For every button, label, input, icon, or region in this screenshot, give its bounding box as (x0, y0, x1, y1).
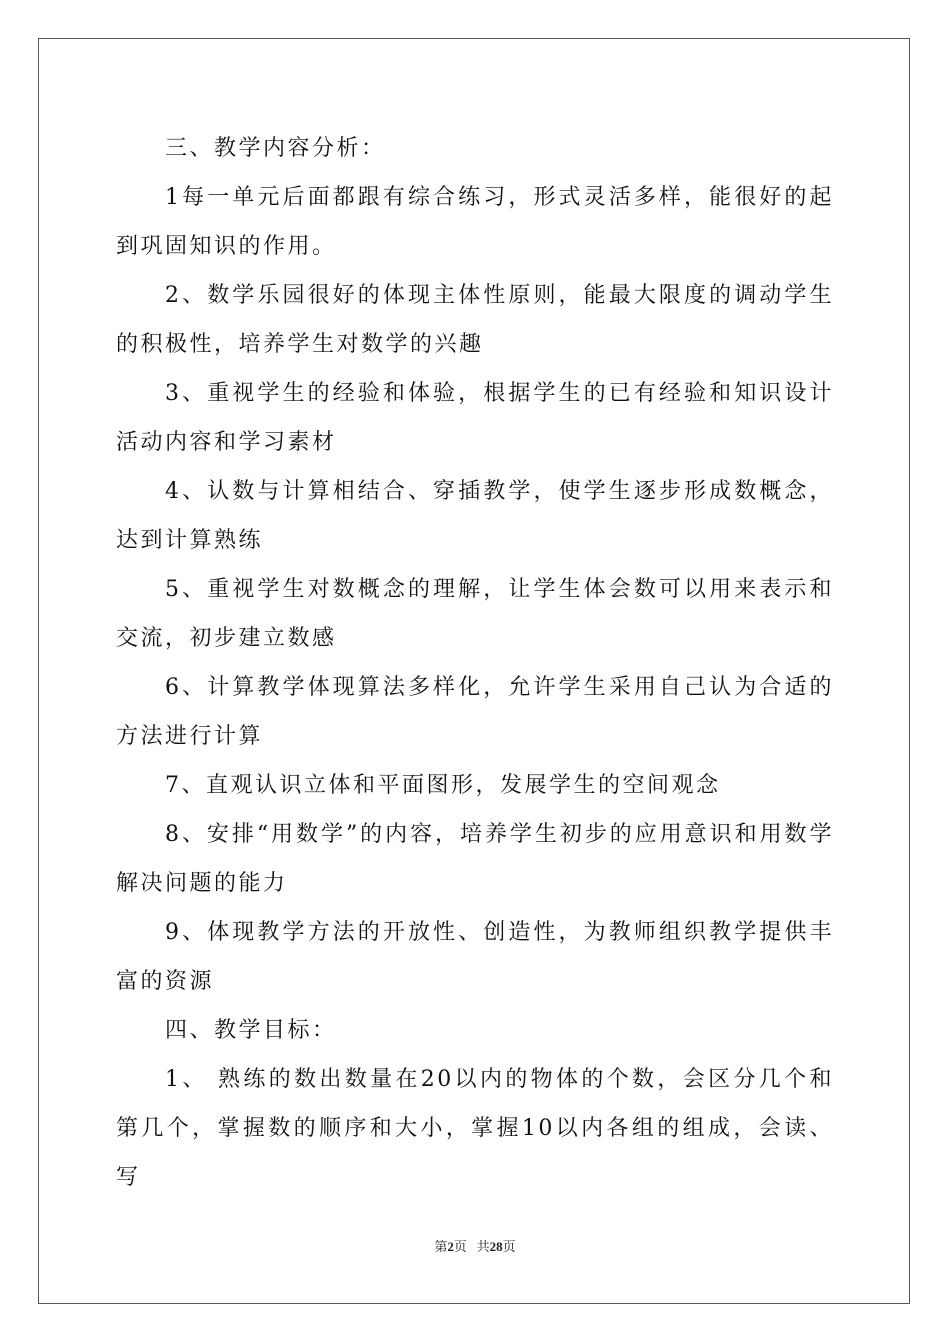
page-suffix: 页 (453, 1239, 467, 1254)
paragraph: 2、数学乐园很好的体现主体性原则，能最大限度的调动学生的积极性，培养学生对数学的兴趣 (116, 283, 834, 357)
paragraph: 1、 熟练的数出数量在20以内的物体的个数，会区分几个和第几个，掌握数的顺序和大小，掌握10以内各组的组成，会读、写 (116, 1067, 834, 1190)
paragraph: 1每一单元后面都跟有综合练习，形式灵活多样，能很好的起到巩固知识的作用。 (116, 185, 834, 259)
paragraph: 6、计算教学体现算法多样化，允许学生采用自己认为合适的方法进行计算 (116, 675, 834, 749)
total-prefix: 共 (476, 1239, 490, 1254)
document-body (116, 124, 834, 1202)
paragraph: 4、认数与计算相结合、穿插教学，使学生逐步形成数概念，达到计算熟练 (116, 479, 834, 553)
paragraph: 3、重视学生的经验和体验，根据学生的已有经验和知识设计活动内容和学习素材 (116, 381, 834, 455)
page-number: 2 (447, 1239, 454, 1254)
section-heading: 四、教学目标： (165, 1018, 337, 1043)
paragraph: 7、直观认识立体和平面图形，发展学生的空间观念 (165, 773, 721, 798)
page-footer (0, 1236, 950, 1255)
paragraph: 9、体现教学方法的开放性、创造性，为教师组织教学提供丰富的资源 (116, 920, 834, 994)
paragraph: 8、安排“用数学”的内容，培养学生初步的应用意识和用数学解决问题的能力 (116, 822, 834, 896)
section-heading: 三、教学内容分析： (165, 136, 386, 161)
total-suffix: 页 (502, 1239, 516, 1254)
total-pages: 28 (489, 1239, 503, 1254)
paragraph: 5、重视学生对数概念的理解，让学生体会数可以用来表示和交流，初步建立数感 (116, 577, 834, 651)
page-prefix: 第 (434, 1239, 448, 1254)
